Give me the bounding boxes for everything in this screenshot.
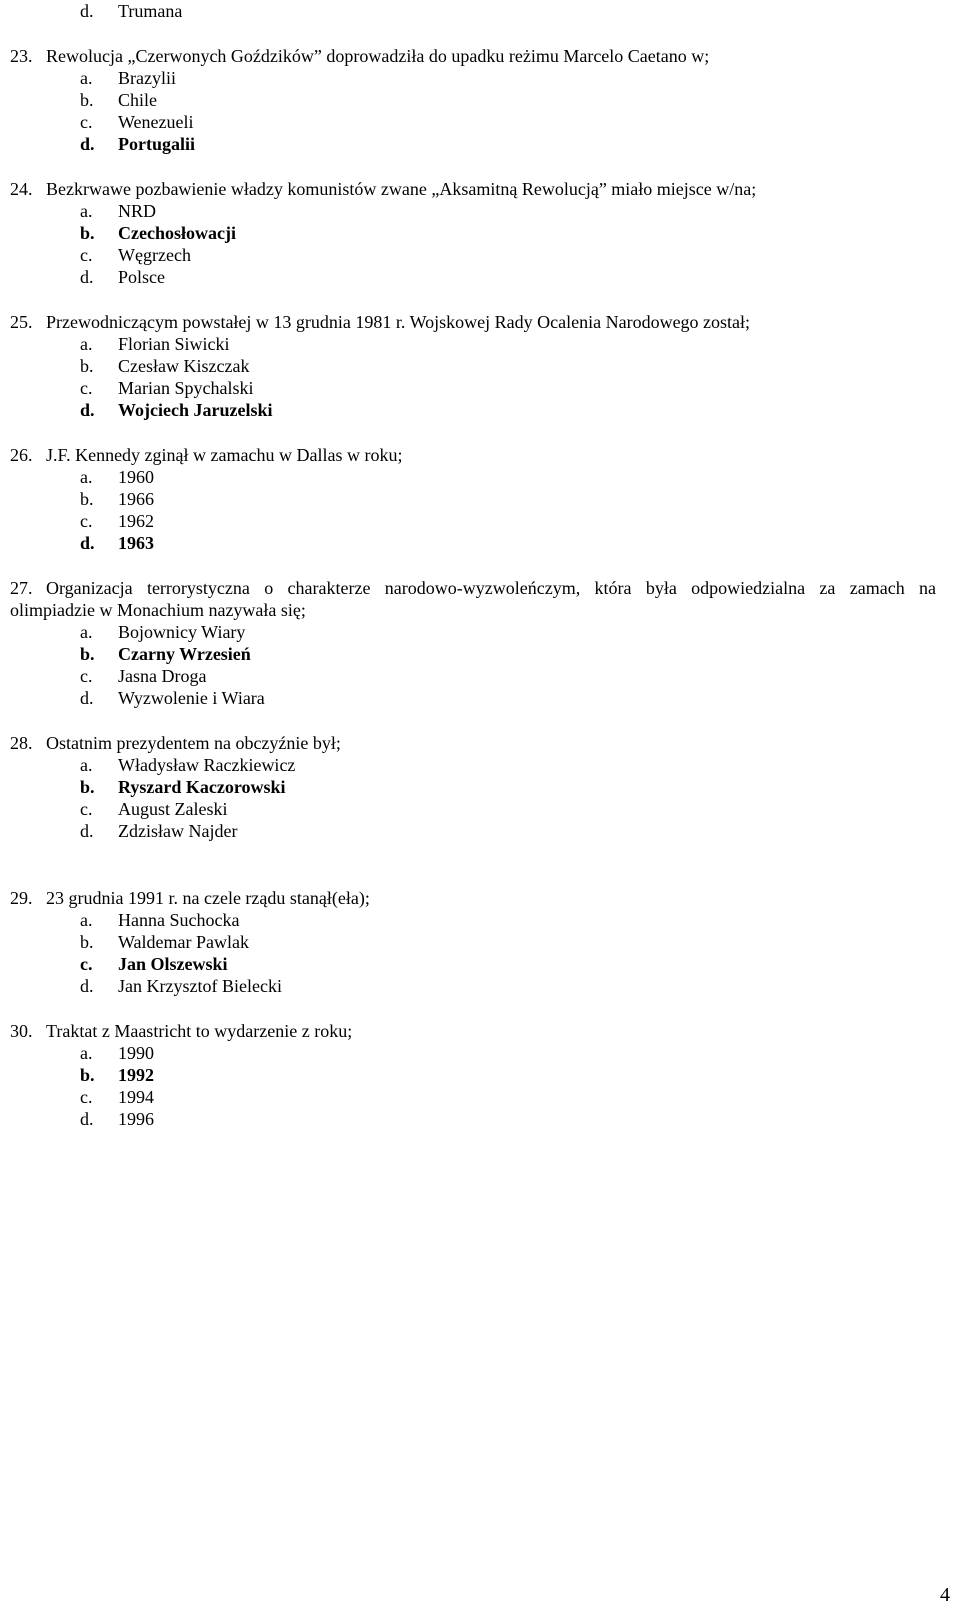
option-letter: d.	[80, 976, 94, 996]
option-letter: d.	[80, 267, 94, 287]
question-number: 30.	[10, 1021, 33, 1041]
option-letter: c.	[80, 245, 93, 265]
option-letter: b.	[80, 489, 94, 509]
option-text: Jasna Droga	[118, 666, 207, 686]
option-text: 1996	[118, 1109, 154, 1129]
option-text: Wyzwolenie i Wiara	[118, 688, 265, 708]
question-stem: Bezkrwawe pozbawienie władzy komunistów zwane „Aksamitną Rewolucją” miało miejsce w/na;	[46, 179, 757, 199]
option-text: 1963	[118, 533, 154, 553]
question-number: 27.	[10, 578, 33, 598]
option-letter: c.	[80, 799, 93, 819]
question-stem: Rewolucja „Czerwonych Goździków” doprowadziła do upadku reżimu Marcelo Caetano w;	[46, 46, 710, 66]
option-text: Jan Krzysztof Bielecki	[118, 976, 282, 996]
option-text: 1994	[118, 1087, 154, 1107]
option-text: Waldemar Pawlak	[118, 932, 250, 952]
option-letter: a.	[80, 622, 93, 642]
option-letter: b.	[80, 777, 95, 797]
question-number: 29.	[10, 888, 33, 908]
question-stem-line-2: olimpiadzie w Monachium nazywała się;	[10, 600, 306, 620]
option-letter: b.	[80, 644, 95, 664]
option-text: 1992	[118, 1065, 154, 1085]
option-text: August Zaleski	[118, 799, 228, 819]
option-letter: c.	[80, 511, 93, 531]
option-letter: a.	[80, 910, 93, 930]
option-letter: b.	[80, 932, 94, 952]
option-text: 1962	[118, 511, 154, 531]
option-letter: b.	[80, 90, 94, 110]
question-stem: Przewodniczącym powstałej w 13 grudnia 1981 r. Wojskowej Rady Ocalenia Narodowego został;	[46, 312, 751, 332]
option-letter: a.	[80, 68, 93, 88]
question-stem: J.F. Kennedy zginął w zamachu w Dallas w roku;	[46, 445, 403, 465]
option-text: 1966	[118, 489, 154, 509]
option-letter: c.	[80, 1087, 93, 1107]
option-letter: d.	[80, 688, 94, 708]
option-text: Czechosłowacji	[118, 223, 236, 243]
option-letter: c.	[80, 378, 93, 398]
option-letter: b.	[80, 356, 94, 376]
option-text: Portugalii	[118, 134, 195, 154]
option-text: 1960	[118, 467, 154, 487]
option-text: Jan Olszewski	[118, 954, 228, 974]
option-text: Hanna Suchocka	[118, 910, 240, 930]
option-letter: c.	[80, 112, 93, 132]
option-text: Węgrzech	[118, 245, 191, 265]
option-text: Czarny Wrzesień	[118, 644, 251, 664]
option-text: Marian Spychalski	[118, 378, 254, 398]
option-letter: d.	[80, 533, 95, 553]
option-letter: c.	[80, 666, 93, 686]
question-stem: Traktat z Maastricht to wydarzenie z roku;	[46, 1021, 353, 1041]
question-number: 26.	[10, 445, 33, 465]
option-letter: a.	[80, 201, 93, 221]
option-text: Chile	[118, 90, 157, 110]
option-letter: d.	[80, 134, 95, 154]
option-text: Władysław Raczkiewicz	[118, 755, 296, 775]
option-text: Wojciech Jaruzelski	[118, 400, 273, 420]
option-letter: d.	[80, 1, 94, 21]
option-text: Bojownicy Wiary	[118, 622, 246, 642]
option-letter: b.	[80, 223, 95, 243]
option-text: Zdzisław Najder	[118, 821, 238, 841]
question-number: 28.	[10, 733, 33, 753]
option-letter: a.	[80, 467, 93, 487]
option-letter: d.	[80, 1109, 94, 1129]
page-number: 4	[940, 1584, 950, 1606]
option-text: Wenezueli	[118, 112, 194, 132]
question-number: 25.	[10, 312, 33, 332]
option-letter: a.	[80, 1043, 93, 1063]
option-text: NRD	[118, 201, 157, 221]
option-letter: d.	[80, 400, 95, 420]
option-text: Florian Siwicki	[118, 334, 230, 354]
question-stem: Ostatnim prezydentem na obczyźnie był;	[46, 733, 341, 753]
option-letter: b.	[80, 1065, 95, 1085]
option-text: 1990	[118, 1043, 154, 1063]
option-letter: a.	[80, 755, 93, 775]
option-text: Polsce	[118, 267, 165, 287]
question-stem: 23 grudnia 1991 r. na czele rządu stanął(eła);	[46, 888, 370, 908]
option-text: Brazylii	[118, 68, 176, 88]
question-number: 24.	[10, 179, 33, 199]
question-stem-line-1: Organizacja terrorystyczna o charakterze narodowo-wyzwoleńczym, która była odpowiedzialna za zamach na	[46, 578, 936, 598]
option-letter: c.	[80, 954, 93, 974]
option-text: Ryszard Kaczorowski	[118, 777, 286, 797]
option-letter: d.	[80, 821, 94, 841]
option-letter: a.	[80, 334, 93, 354]
option-text: Czesław Kiszczak	[118, 356, 250, 376]
option-text: Trumana	[118, 1, 183, 21]
question-number: 23.	[10, 46, 33, 66]
